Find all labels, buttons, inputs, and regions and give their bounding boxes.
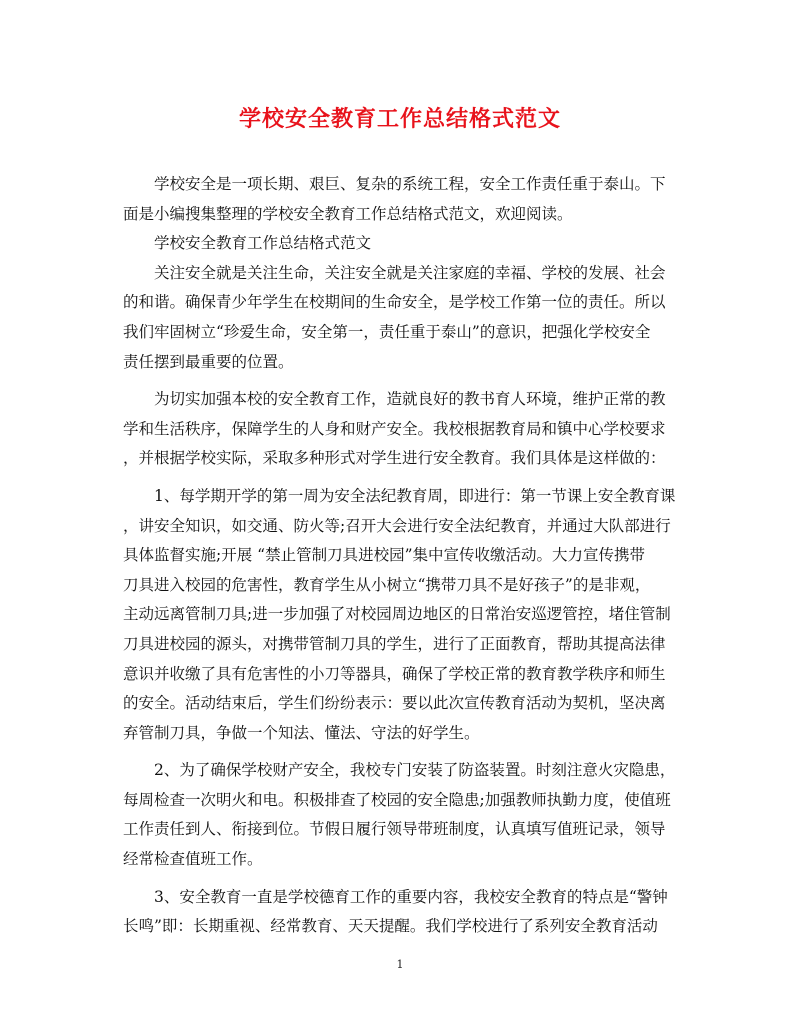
paragraph-line: ，讲安全知识，如交通、防火等;召开大会进行安全法纪教育，并通过大队部进行 — [123, 516, 671, 535]
paragraph-line: 经常检查值班工作。 — [123, 850, 263, 869]
paragraph-line: 为切实加强本校的安全教育工作，造就良好的教书育人环境，维护正常的教 — [154, 390, 666, 409]
paragraph-line: 的和谐。确保青少年学生在校期间的生命安全，是学校工作第一位的责任。所以 — [123, 293, 666, 312]
paragraph-line: 工作责任到人、衔接到位。节假日履行领导带班制度，认真填写值班记录，领导 — [123, 820, 666, 839]
paragraph-line: 长鸣”即：长期重视、经常教育、天天提醒。我们学校进行了系列安全教育活动 — [123, 917, 658, 936]
paragraph-line: 责任摆到最重要的位置。 — [123, 352, 294, 371]
paragraph-line: 刀具进入校园的危害性，教育学生从小树立“携带刀具不是好孩子”的是非观， — [123, 575, 651, 594]
document-body — [123, 170, 675, 942]
paragraph-line: 的安全。活动结束后，学生们纷纷表示：要以此次宣传教育活动为契机，坚决离 — [123, 694, 666, 713]
paragraph-line: 2、为了确保学校财产安全，我校专门安装了防盗装置。时刻注意火灾隐患， — [154, 761, 676, 780]
paragraph-line: 主动远离管制刀具;进一步加强了对校园周边地区的日常治安巡逻管控，堵住管制 — [123, 605, 671, 624]
paragraph-line: 我们牢固树立“珍爱生命，安全第一，责任重于泰山”的意识，把强化学校安全 — [123, 322, 651, 341]
paragraph-line: 3、安全教育一直是学校德育工作的重要内容，我校安全教育的特点是“警钟 — [154, 887, 668, 906]
paragraph-line: 面是小编搜集整理的学校安全教育工作总结格式范文，欢迎阅读。 — [123, 204, 573, 223]
paragraph-line: 弃管制刀具，争做一个知法、懂法、守法的好学生。 — [123, 723, 480, 742]
paragraph-line: 学校安全是一项长期、艰巨、复杂的系统工程，安全工作责任重于泰山。下 — [154, 175, 666, 193]
page-number: 1 — [396, 958, 404, 971]
document-title: 学校安全教育工作总结格式范文 — [238, 106, 561, 132]
paragraph-line: 1、每学期开学的第一周为安全法纪教育周，即进行：第一节课上安全教育课 — [154, 486, 676, 505]
paragraph-line: 学和生活秩序，保障学生的人身和财产安全。我校根据教育局和镇中心学校要求 — [123, 419, 666, 438]
paragraph-line: 意识并收缴了具有危害性的小刀等器具，确保了学校正常的教育教学秩序和师生 — [123, 664, 666, 683]
paragraph-line: 刀具进校园的源头，对携带管制刀具的学生，进行了正面教育，帮助其提高法律 — [123, 634, 666, 653]
paragraph-line: ，并根据学校实际，采取多种形式对学生进行安全教育。我们具体是这样做的： — [123, 449, 666, 468]
paragraph-line: 每周检查一次明火和电。积极排查了校园的安全隐患;加强教师执勤力度，使值班 — [123, 790, 671, 809]
paragraph-line: 具体监督实施;开展 “禁止管制刀具进校园”集中宣传收缴活动。大力宣传携带 — [123, 546, 645, 565]
paragraph-line: 关注安全就是关注生命，关注安全就是关注家庭的幸福、学校的发展、社会 — [154, 263, 666, 282]
paragraph-line: 学校安全教育工作总结格式范文 — [154, 234, 372, 253]
